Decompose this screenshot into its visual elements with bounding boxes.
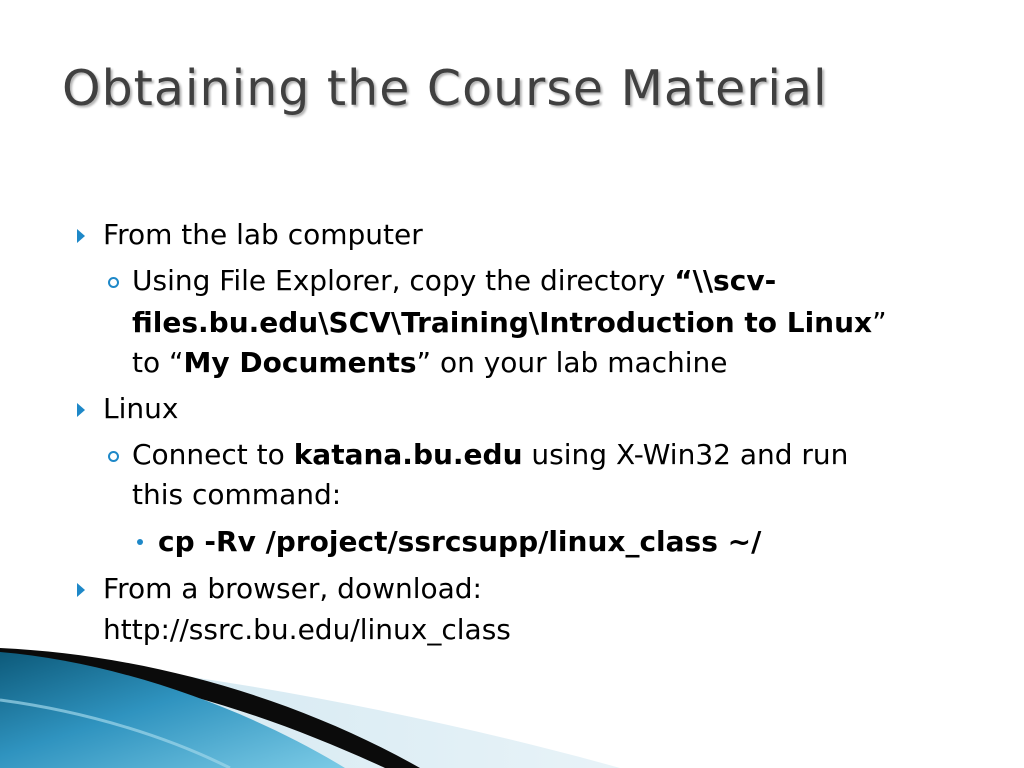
- lab-rest-text: ” on your lab machine: [416, 346, 728, 379]
- bullet-linux-heading: Linux: [103, 392, 179, 425]
- linux-sub-line-2: this command:: [132, 478, 342, 511]
- bullet-browser-line-2: http://ssrc.bu.edu/linux_class: [103, 613, 511, 646]
- linux-command-text: cp -Rv /project/ssrcsupp/linux_class ~/: [158, 525, 762, 558]
- my-documents-text: My Documents: [183, 346, 417, 379]
- linux-sub-line-1: [132, 435, 848, 475]
- lab-sub-line-1: [132, 261, 776, 301]
- bullet-circle-icon: [108, 277, 119, 288]
- lab-sub-line-2: [132, 303, 887, 343]
- lab-sub-text: Using File Explorer, copy the directory: [132, 264, 675, 297]
- wave-highlight-line: [0, 700, 230, 768]
- bullet-circle-icon: [108, 451, 119, 462]
- wave-pale-shape: [0, 655, 620, 768]
- bullet-dot-icon: [137, 539, 143, 545]
- bullet-lab-heading: From the lab computer: [103, 218, 423, 251]
- lab-to-text: to “: [132, 346, 184, 379]
- bullet-browser-line-1: From a browser, download:: [103, 572, 482, 605]
- linux-using-text: using X-Win32 and run: [522, 438, 849, 471]
- linux-host-text: katana.bu.edu: [293, 438, 523, 471]
- slide-title: Obtaining the Course Material: [62, 60, 828, 117]
- bullet-triangle-icon: [77, 583, 85, 597]
- lab-sub-line-3: [132, 343, 728, 383]
- lab-path-rest: files.bu.edu\SCV\Training\Introduction to Linux: [132, 306, 873, 339]
- wave-dark-stripe: [0, 648, 420, 768]
- lab-path-close-quote: ”: [872, 306, 887, 339]
- lab-path-start: “\\scv-: [674, 264, 777, 297]
- wave-blue-shape: [0, 652, 345, 768]
- bullet-triangle-icon: [77, 403, 85, 417]
- linux-connect-text: Connect to: [132, 438, 294, 471]
- bullet-triangle-icon: [77, 229, 85, 243]
